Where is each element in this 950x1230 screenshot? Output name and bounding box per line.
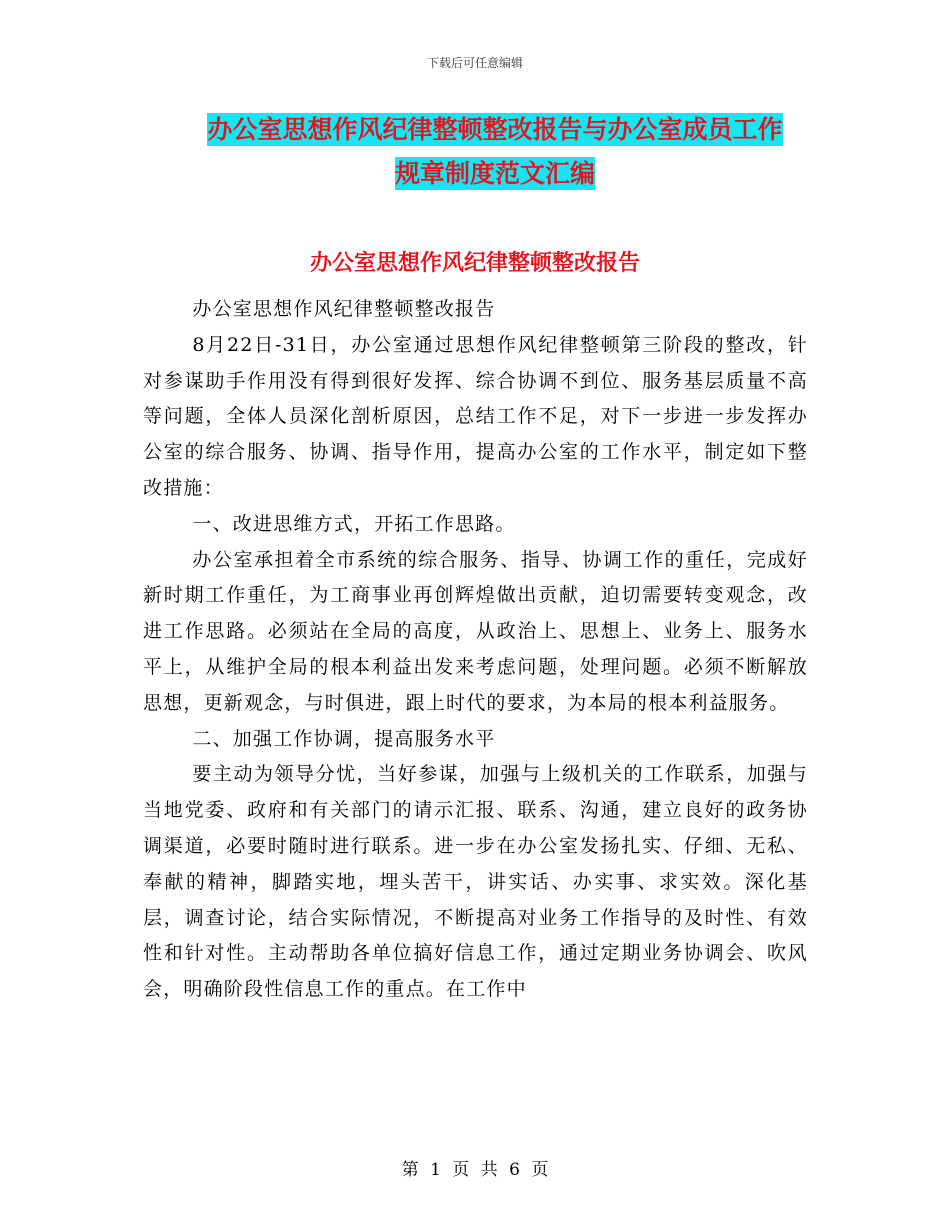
paragraph: 办公室承担着全市系统的综合服务、指导、协调工作的重任，完成好新时期工作重任，为工商事业再创辉煌做出贡献，迫切需要转变观念，改进工作思路。必须站在全局的高度，从政治上、思想上、业务上、服务水平上，从维护全局的根本利益出发来考虑问题，处理问题。必须不断解放思想，更新观念，与时俱进，跟上时代的要求，为本局的根本利益服务。 — [143, 548, 808, 714]
document-title-line-2 — [120, 156, 870, 192]
paragraph: 办公室思想作风纪律整顿整改报告 — [192, 298, 496, 320]
page-footer: 第 1 页 共 6 页 — [401, 1160, 549, 1180]
paragraph: 二、加强工作协调，提高服务水平 — [192, 727, 496, 750]
paragraph: 一、改进思维方式，开拓工作思路。 — [192, 512, 516, 535]
paragraph: 8月22日-31日，办公室通过思想作风纪律整顿第三阶段的整改，针对参谋助手作用没有得到很好发挥、综合协调不到位、服务基层质量不高等问题，全体人员深化剖析原因，总结工作不足，对下一步进一步发挥办公室的综合服务、协调、指导作用，提高办公室的工作水平，制定如下整改措施： — [143, 333, 808, 499]
document-title-line-1 — [120, 112, 870, 148]
paragraph: 要主动为领导分忧，当好参谋，加强与上级机关的工作联系，加强与当地党委、政府和有关部门的请示汇报、联系、沟通，建立良好的政务协调渠道，必要时随时进行联系。进一步在办公室发扬扎实、仔细、无私、奉献的精神，脚踏实地，埋头苦干，讲实话、办实事、求实效。深化基层，调查讨论，结合实际情况，不断提高对业务工作指导的及时性、有效性和针对性。主动帮助各单位搞好信息工作，通过定期业务协调会、吹风会，明确阶段性信息工作的重点。在工作中 — [143, 763, 808, 1001]
document-title-text-1: 办公室思想作风纪律整顿整改报告与办公室成员工作 — [207, 115, 783, 144]
header-note: 下载后可任意编辑 — [426, 56, 523, 70]
document-body — [143, 292, 808, 1008]
document-title-text-2: 规章制度范文汇编 — [394, 159, 595, 188]
section-title: 办公室思想作风纪律整顿整改报告 — [309, 250, 640, 276]
